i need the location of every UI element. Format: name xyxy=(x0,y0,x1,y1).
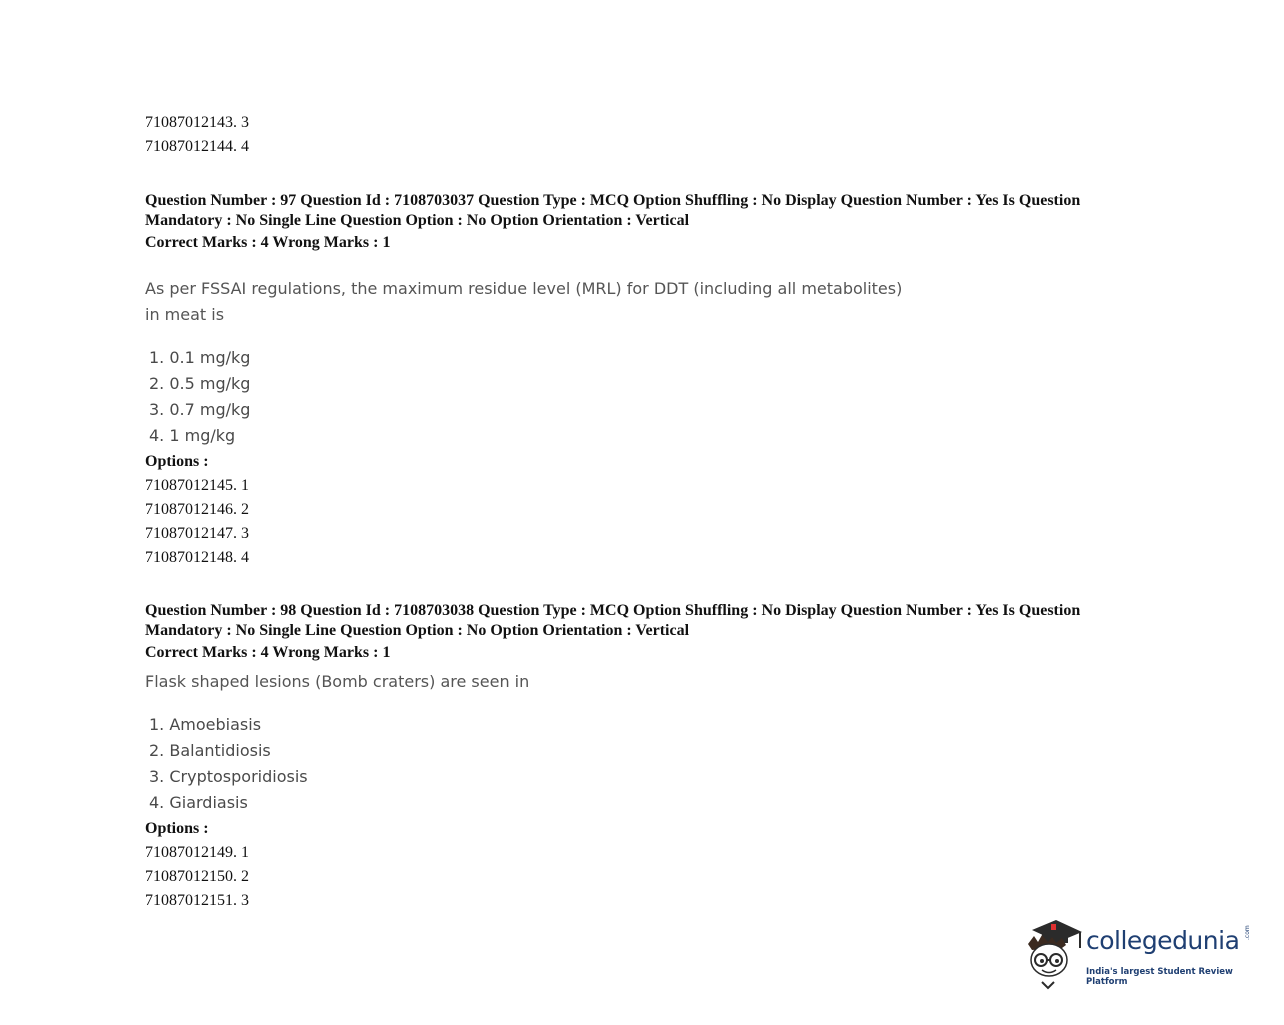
option-id: 71087012147. xyxy=(145,525,237,542)
option-id: 71087012148. xyxy=(145,549,237,566)
question-meta: Question Number : 98 Question Id : 7108703038 Question Type : MCQ Option Shuffling : No Display Question Number : Yes Is Question Mandatory : No Single Line Question Option : No Option Orientation : Vertical xyxy=(145,602,1081,639)
question-text: Flask shaped lesions (Bomb craters) are seen in xyxy=(145,672,530,691)
option-row xyxy=(145,841,249,865)
options-label: Options : xyxy=(145,820,209,837)
answer-choice: 1. Amoebiasis xyxy=(149,715,262,734)
logo-wordmark: collegedunia xyxy=(1086,926,1240,955)
option-row xyxy=(145,135,249,159)
question-text: in meat is xyxy=(145,305,225,324)
answer-choice: 4. Giardiasis xyxy=(149,793,248,812)
option-value: 3 xyxy=(241,525,249,542)
options-label: Options : xyxy=(145,453,209,470)
answer-choice: 1. 0.1 mg/kg xyxy=(149,348,251,367)
option-value: 3 xyxy=(241,114,249,131)
option-value: 1 xyxy=(241,477,249,494)
option-id: 71087012146. xyxy=(145,501,237,518)
answer-choice: 3. 0.7 mg/kg xyxy=(149,400,251,419)
option-row xyxy=(145,889,249,913)
option-row xyxy=(145,111,249,135)
option-id: 71087012150. xyxy=(145,868,237,885)
option-row xyxy=(145,546,249,570)
option-id: 71087012151. xyxy=(145,892,237,909)
option-id: 71087012145. xyxy=(145,477,237,494)
collegedunia-logo xyxy=(1022,918,1262,990)
option-value: 2 xyxy=(241,501,249,518)
question-text: As per FSSAI regulations, the maximum residue level (MRL) for DDT (including all metabolites) xyxy=(145,279,903,298)
logo-domain-suffix: .com xyxy=(1244,925,1251,940)
option-value: 4 xyxy=(241,138,249,155)
answer-choice: 4. 1 mg/kg xyxy=(149,426,236,445)
question-marks: Correct Marks : 4 Wrong Marks : 1 xyxy=(145,644,391,661)
option-value: 4 xyxy=(241,549,249,566)
option-row xyxy=(145,474,249,498)
logo-tagline: India's largest Student Review Platform xyxy=(1086,967,1233,987)
option-row xyxy=(145,522,249,546)
option-value: 3 xyxy=(241,892,249,909)
option-value: 1 xyxy=(241,844,249,861)
option-id: 71087012144. xyxy=(145,138,237,155)
option-id: 71087012143. xyxy=(145,114,237,131)
option-value: 2 xyxy=(241,868,249,885)
mascot-icon xyxy=(1022,918,1084,990)
question-marks: Correct Marks : 4 Wrong Marks : 1 xyxy=(145,234,391,251)
option-id: 71087012149. xyxy=(145,844,237,861)
answer-choice: 2. Balantidiosis xyxy=(149,741,271,760)
answer-choice: 2. 0.5 mg/kg xyxy=(149,374,251,393)
option-row xyxy=(145,865,249,889)
option-row xyxy=(145,498,249,522)
question-meta: Question Number : 97 Question Id : 7108703037 Question Type : MCQ Option Shuffling : No Display Question Number : Yes Is Question Mandatory : No Single Line Question Option : No Option Orientation : Vertical xyxy=(145,192,1081,229)
answer-choice: 3. Cryptosporidiosis xyxy=(149,767,308,786)
